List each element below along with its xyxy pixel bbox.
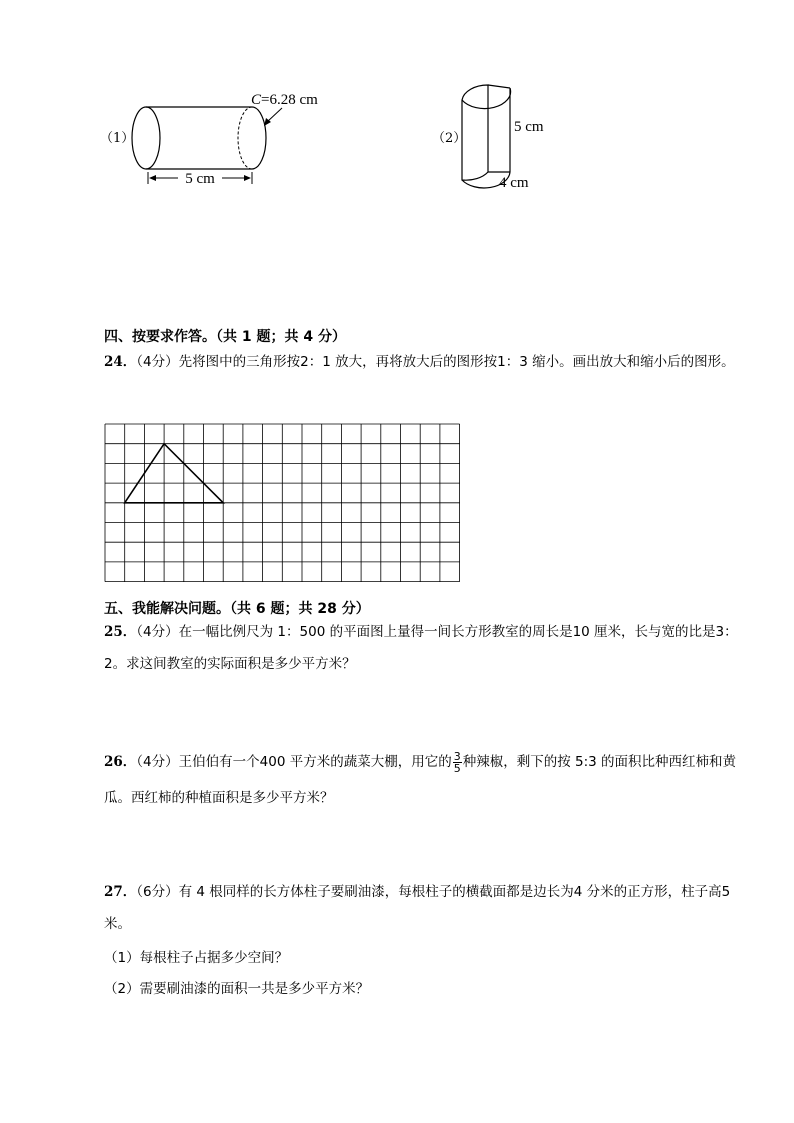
fraction-denominator: 5 bbox=[453, 761, 461, 775]
question-26 bbox=[104, 744, 744, 816]
q25-text: （4分）在一幅比例尺为 1：500 的平面图上量得一间长方形教室的周长是10 厘米，长与宽的比是3：2。求这间教室的实际面积是多少平方米？ bbox=[104, 624, 738, 672]
cylinder-right-hidden-arc bbox=[238, 107, 252, 169]
section4-heading: 四、按要求作答。（共 1 题；共 4 分） bbox=[104, 329, 346, 345]
q27-sub2: （2）需要刷油漆的面积一共是多少平方米？ bbox=[104, 981, 370, 997]
section5-heading: 五、我能解决问题。（共 6 题；共 28 分） bbox=[104, 601, 370, 617]
question-25 bbox=[104, 616, 744, 680]
question-27 bbox=[104, 876, 744, 940]
q27-number: 27． bbox=[104, 884, 137, 900]
q24-text: （4分）先将图中的三角形按2：1 放大，再将放大后的图形按1：3 缩小。画出放大和缩小后的图形。 bbox=[136, 354, 735, 370]
fig2-label: （2） bbox=[432, 131, 467, 146]
q26-text-before: （4分）王伯伯有一个400 平方米的蔬菜大棚，用它的 bbox=[136, 754, 452, 770]
circumference-value: =6.28 cm bbox=[261, 92, 318, 108]
dim-arrow-left bbox=[149, 175, 156, 181]
circumference-var: C bbox=[251, 92, 262, 108]
fraction-numerator: 3 bbox=[453, 749, 461, 763]
triangle-shape bbox=[125, 444, 224, 503]
circumference-pointer bbox=[267, 108, 282, 122]
q24-number: 24． bbox=[104, 354, 137, 370]
q27-text: （6分）有 4 根同样的长方体柱子要刷油漆，每根柱子的横截面都是边长为4 分米的正方形，柱子高5 米。 bbox=[104, 884, 731, 932]
q26-number: 26． bbox=[104, 754, 137, 770]
q25-number: 25． bbox=[104, 624, 137, 640]
radius-label: 4 cm bbox=[499, 175, 529, 191]
height-label: 5 cm bbox=[514, 119, 544, 135]
length-label: 5 cm bbox=[185, 171, 215, 187]
circumference-label bbox=[251, 92, 318, 108]
solid-figures bbox=[0, 0, 794, 230]
cylinder-right-front-arc bbox=[252, 107, 266, 169]
half-cylinder-top-edge bbox=[488, 85, 510, 88]
half-cylinder-top-arc bbox=[462, 88, 511, 109]
q26-text-after: 种辣椒，剩下的按 5:3 的面积比种西红柿和黄瓜。西红柿的种植面积是多少平方米？ bbox=[104, 754, 737, 806]
fraction-three-fifths bbox=[453, 751, 462, 774]
fig1-label: （1） bbox=[100, 131, 135, 146]
drawing-grid[interactable] bbox=[104, 423, 464, 583]
q27-sub1: （1）每根柱子占据多少空间？ bbox=[104, 950, 289, 966]
question-24 bbox=[104, 346, 744, 378]
dim-arrow-right bbox=[244, 175, 251, 181]
cylinder-left-base bbox=[132, 107, 160, 169]
